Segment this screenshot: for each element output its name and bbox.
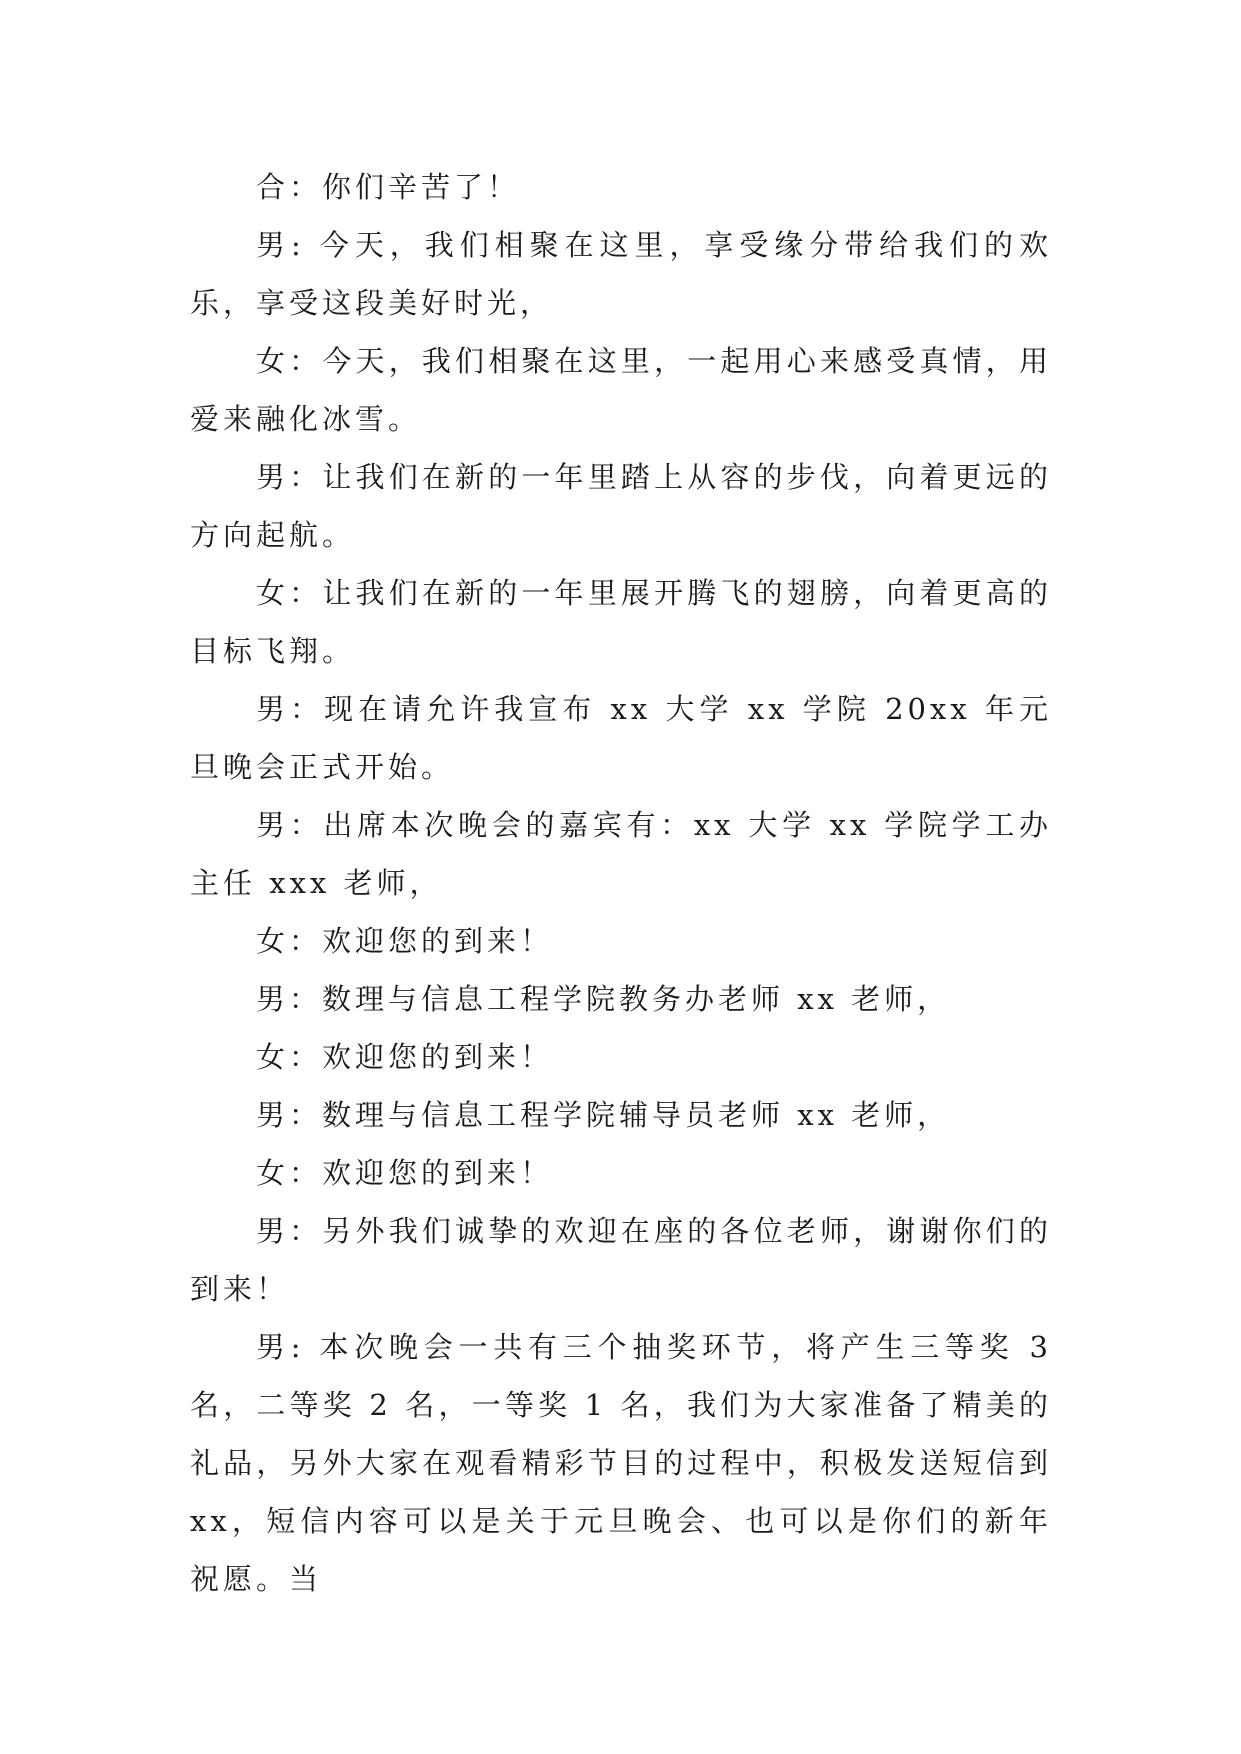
paragraph-11: 男：数理与信息工程学院辅导员老师 xx 老师， [256,1098,951,1132]
paragraph-14: 男: 本次晚会一共有三个抽奖环节，将产生三等奖 3 名，二等奖 2 名，一等奖 1 名，我们为大家准备了精美的礼品，另外大家在观看精彩节目的过程中，积极发送短信到 xx，短信内容可以是关于元旦晚会、也可以是你们的新年祝愿。当 [190,1330,1052,1596]
paragraph-9: 男：数理与信息工程学院教务办老师 xx 老师， [256,982,951,1016]
paragraph-4: 男：让我们在新的一年里踏上从容的步伐，向着更远的方向起航。 [190,460,1052,552]
paragraph-13: 男：另外我们诚挚的欢迎在座的各位老师，谢谢你们的到来！ [190,1214,1052,1306]
paragraph-6: 男：现在请允许我宣布 xx 大学 xx 学院 20xx 年元旦晚会正式开始。 [190,692,1052,784]
paragraph-7: 男：出席本次晚会的嘉宾有：xx 大学 xx 学院学工办主任 xxx 老师， [190,808,1052,900]
document-body [190,158,1052,1608]
paragraph-2: 男: 今天，我们相聚在这里，享受缘分带给我们的欢乐，享受这段美好时光， [190,228,1052,320]
paragraph-10: 女：欢迎您的到来！ [256,1040,554,1074]
paragraph-8: 女：欢迎您的到来！ [256,924,554,958]
paragraph-3: 女：今天，我们相聚在这里，一起用心来感受真情，用爱来融化冰雪。 [190,344,1052,436]
paragraph-12: 女：欢迎您的到来！ [256,1156,554,1190]
paragraph-1: 合：你们辛苦了！ [256,170,521,204]
paragraph-5: 女：让我们在新的一年里展开腾飞的翅膀，向着更高的目标飞翔。 [190,576,1052,668]
